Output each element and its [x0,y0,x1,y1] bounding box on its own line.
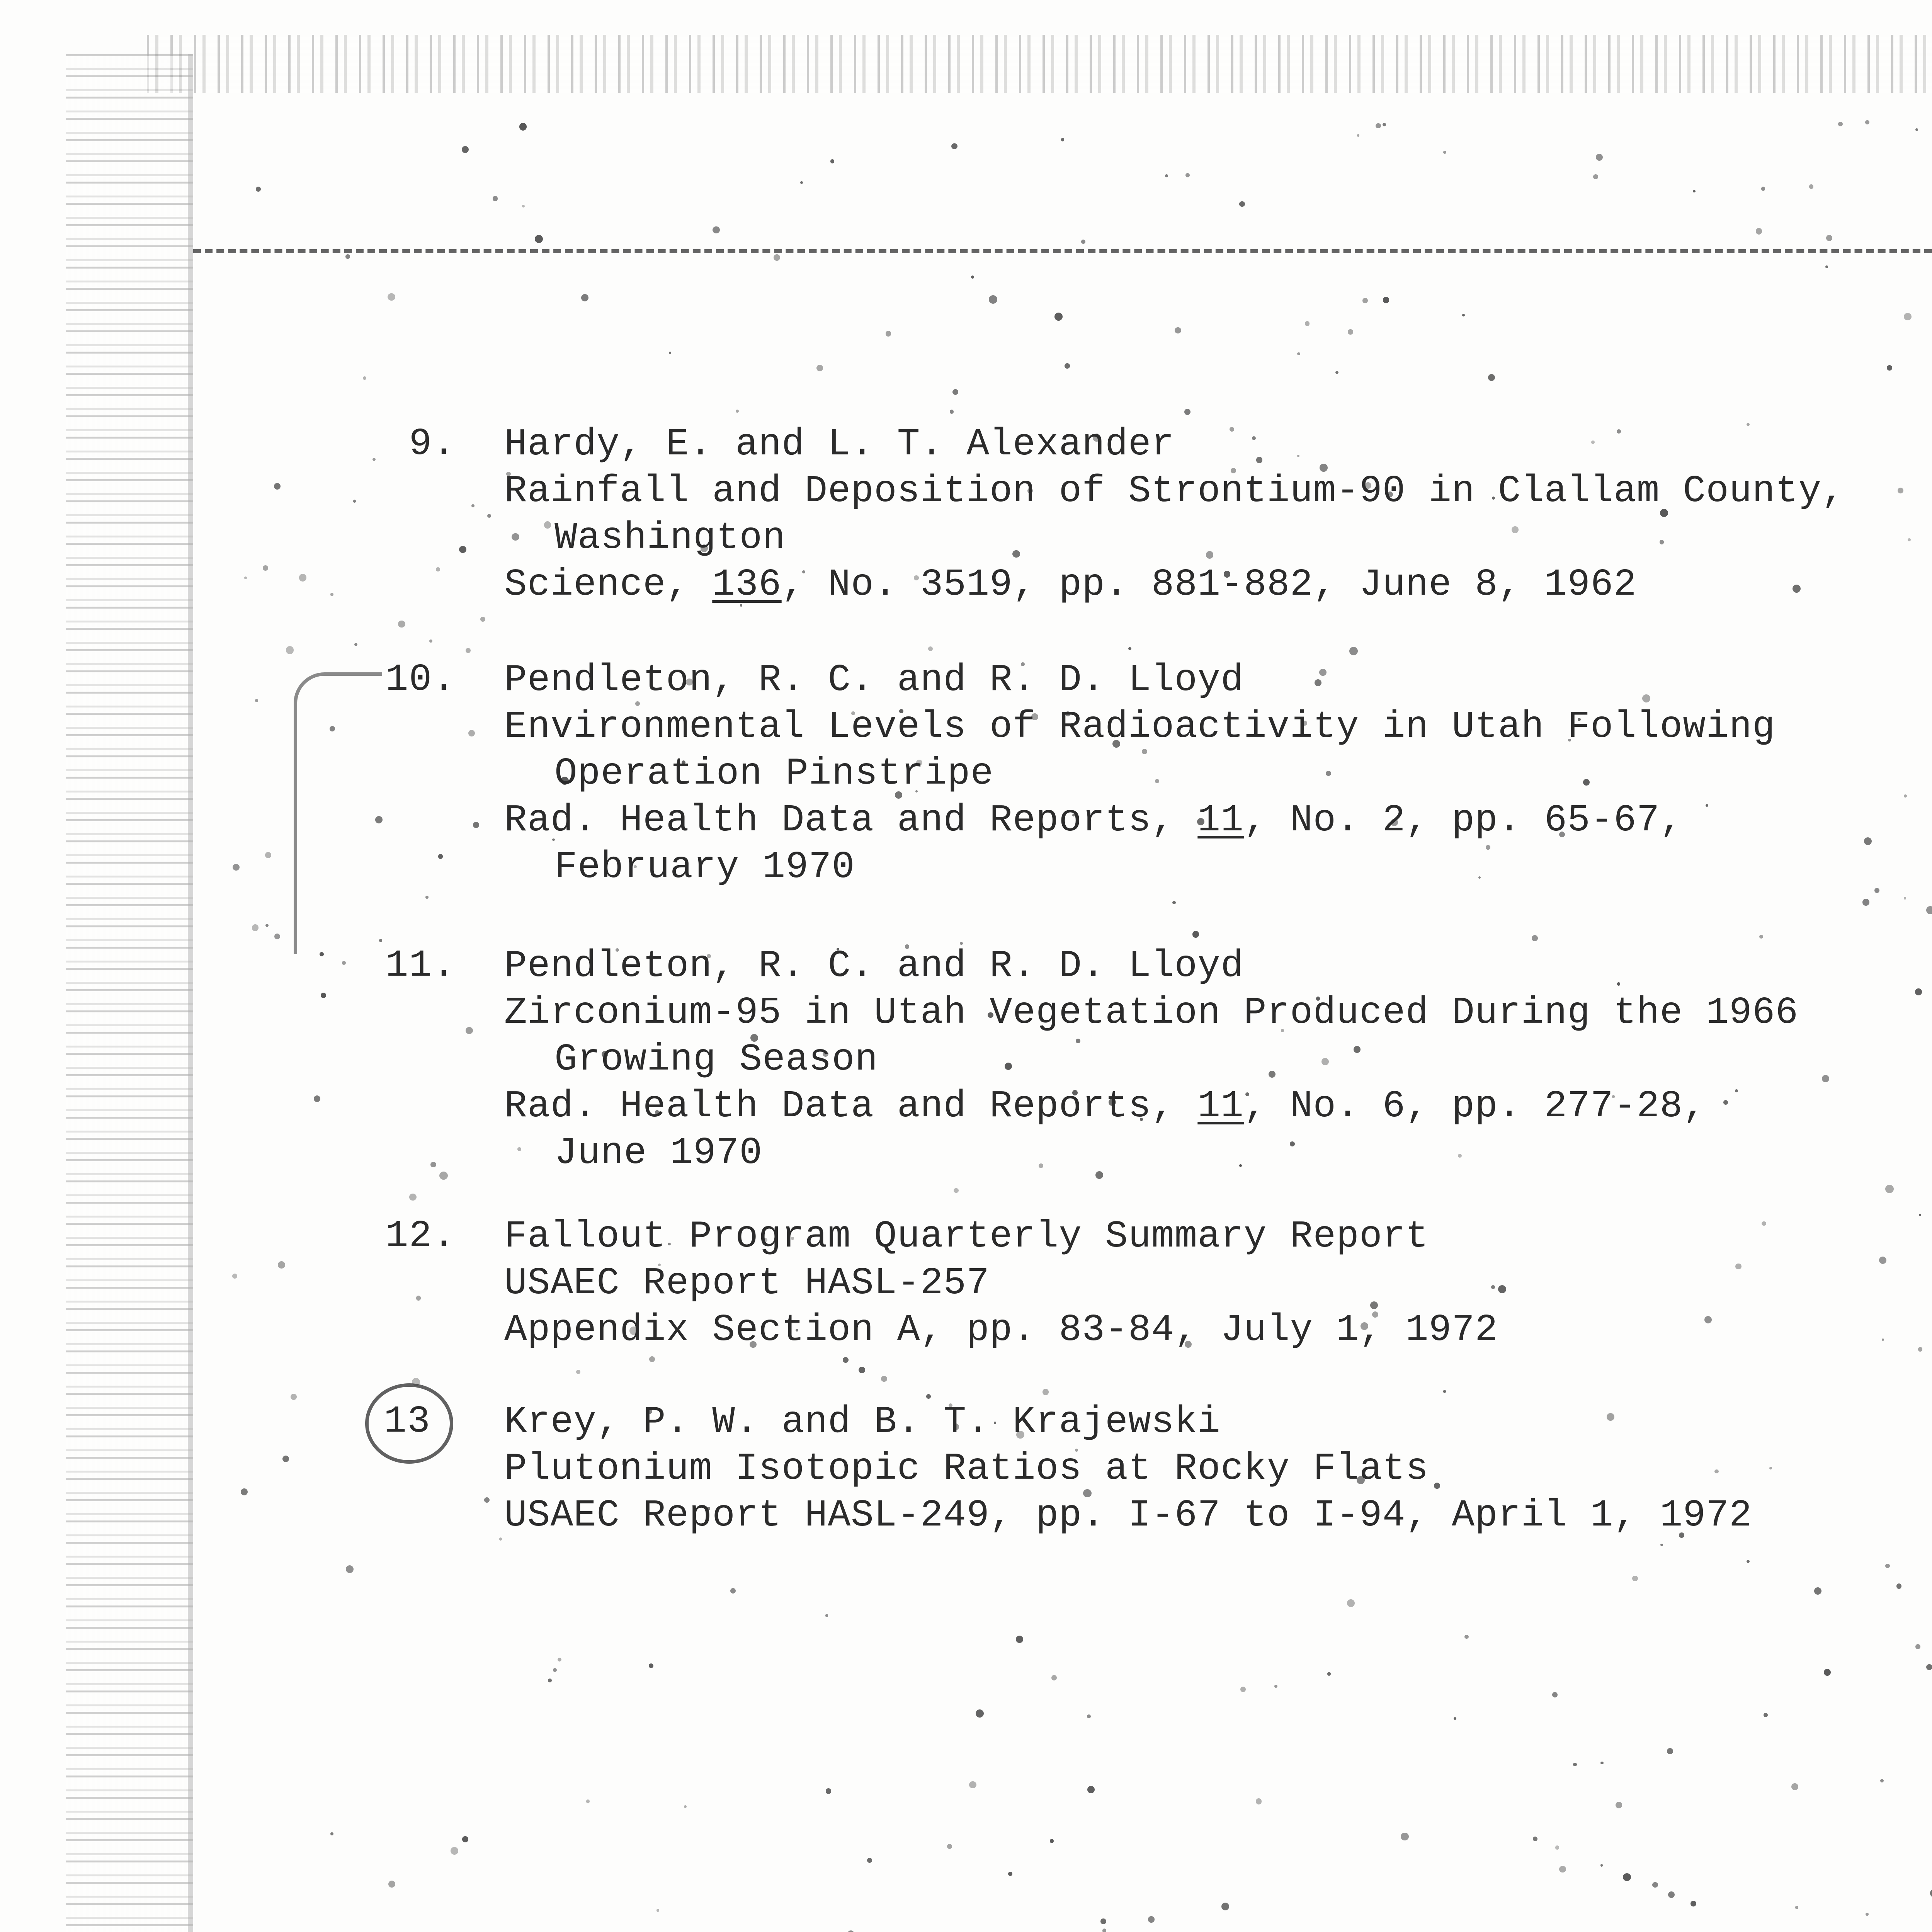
reference-line [504,1307,1932,1354]
scan-speck [548,1679,552,1682]
reference-line [504,1130,1932,1177]
scan-speck [928,646,933,651]
scan-speck [1443,1390,1446,1393]
scan-speck [1667,1748,1673,1754]
scan-speck [586,1799,590,1803]
scan-speck [1192,931,1199,938]
scan-speck [1175,327,1181,333]
scan-speck [867,1858,872,1863]
scan-speck [1297,352,1300,355]
scan-speck [1600,1762,1604,1765]
scan-speck [471,504,474,507]
scan-speck [1880,1779,1884,1782]
scan-speck [1795,1906,1798,1909]
scan-speck [487,514,491,518]
handwritten-bracket-mark [294,672,382,954]
scan-speck [1357,134,1359,136]
scan-speck [774,254,780,261]
scan-speck [1573,1763,1577,1766]
scan-speck [800,181,803,184]
scan-speck [1904,313,1911,320]
scan-speck [256,187,261,192]
scan-speck [1814,1587,1821,1595]
scan-speck [468,730,475,736]
scan-speck [969,1781,976,1788]
scan-speck [1904,897,1906,900]
scan-speck [1915,1644,1921,1650]
scan-speck [263,565,268,571]
scan-speck [519,123,527,130]
reference-text: Growing Season [554,1038,878,1081]
reference-text: USAEC Report HASL-249, pp. I-67 to I-94, April 1, 1972 [504,1494,1752,1537]
scan-speck [1747,1560,1750,1563]
reference-text: Washington [554,517,786,560]
reference-text: Krey, P. W. and B. T. Krajewski [504,1401,1221,1444]
scan-speck [274,934,280,939]
scan-speck [330,593,333,596]
scan-speck [926,1394,931,1399]
reference-line [504,1446,1932,1492]
scan-speck [1008,1872,1012,1876]
scan-speck [1128,647,1131,650]
scan-speck [1761,187,1765,190]
scan-speck [558,1658,561,1662]
scan-speck [412,1378,420,1386]
scan-speck [1488,374,1495,381]
scan-speck [950,410,954,413]
scan-speck [843,1357,849,1363]
reference-line [504,750,1932,797]
scan-speck [409,1194,416,1201]
scan-speck [1087,1786,1095,1793]
reference-line [504,657,1932,704]
scan-speck [321,993,326,998]
scan-speck [1376,123,1381,129]
scan-speck [493,196,498,201]
scan-speck [1756,228,1762,235]
scan-speck [1809,184,1813,189]
volume-number: 11 [1197,1085,1244,1128]
reference-line [504,1260,1932,1307]
scan-speck [466,648,471,653]
scan-speck [1632,1576,1638,1582]
scan-speck [1065,363,1070,368]
scan-speck [265,852,271,858]
scan-speck [1349,647,1358,655]
scan-speck [656,1909,660,1912]
scan-speck [1148,1916,1154,1922]
scan-speck [989,295,997,304]
scan-speck [1926,906,1932,914]
scan-speck [1555,1845,1559,1849]
scan-speck [1533,1837,1537,1841]
reference-line [504,468,1932,515]
scan-speck [826,1788,832,1794]
reference-line [504,844,1932,891]
scan-speck [286,646,294,654]
scan-speck [466,1027,473,1034]
reference-line [504,561,1932,608]
scan-speck [1887,365,1892,371]
scan-speck [1081,240,1085,243]
reference-line [504,1492,1932,1539]
scan-speck [1930,1889,1932,1897]
scan-speck [825,1614,828,1617]
scan-speck [480,617,486,622]
scan-speck [244,577,247,579]
scan-speck [1462,314,1465,316]
reference-number: 11. [385,944,456,987]
scan-speck [1362,298,1368,303]
scan-speck [265,924,269,927]
reference-number: 12. [385,1215,456,1258]
scan-speck [1172,901,1175,904]
scan-speck [713,226,719,233]
scan-speck [346,1565,354,1573]
scan-speck [1865,120,1869,124]
scan-noise-left-margin [66,54,193,1932]
scan-speck [669,352,672,354]
scan-speck [971,276,974,279]
scan-speck [684,1805,687,1808]
scan-speck [881,1376,887,1382]
scan-speck [1824,1669,1831,1676]
scan-speck [1327,1672,1331,1675]
scan-speck [436,567,440,571]
scan-speck [1165,174,1168,177]
reference-text: Rad. Health Data and Reports, [504,1085,1198,1128]
scan-speck [252,924,259,931]
scan-speck [430,1162,436,1167]
scan-speck [1668,1891,1675,1898]
scan-speck [484,1497,490,1503]
scan-speck [1532,935,1538,941]
scan-speck [954,1188,958,1193]
scan-noise-top [147,35,1932,93]
scan-speck [1102,1929,1107,1932]
scan-speck [1239,201,1245,207]
scan-speck [429,639,432,643]
scan-speck [830,159,834,163]
scan-speck [1221,1903,1230,1911]
scan-speck [1051,1675,1057,1680]
scan-speck [1383,297,1389,303]
scan-speck [1885,1185,1894,1193]
scan-speck [473,822,479,828]
reference-line [504,1083,1932,1130]
scan-speck [354,643,357,646]
scan-speck [730,1588,736,1594]
scan-speck [278,1261,285,1269]
reference-text: Rainfall and Deposition of Strontium-90 in Clallam County, [504,470,1845,513]
scan-speck [649,1356,655,1362]
scan-speck [1896,1583,1902,1589]
volume-number: 136 [712,563,782,606]
scan-speck [1100,1918,1106,1924]
scan-speck [1335,371,1338,374]
scan-speck [1454,1717,1456,1720]
scan-speck [499,1537,502,1541]
reference-line [504,1213,1932,1260]
scan-speck [1660,1544,1663,1546]
scan-speck [425,896,429,899]
scan-speck [1061,138,1065,141]
reference-line [504,515,1932,561]
scan-speck [1559,1866,1566,1872]
reference-text: Rad. Health Data and Reports, [504,799,1198,842]
reference-text: Appendix Section A, pp. 83-84, July 1, 1972 [504,1309,1498,1352]
reference-line [504,990,1932,1036]
scan-speck [1915,128,1918,131]
scan-speck [282,1456,289,1462]
header-rule [193,249,1932,253]
scan-speck [330,726,335,731]
reference-text: Fallout Program Quarterly Summary Report [504,1215,1429,1258]
scan-speck [314,1095,320,1102]
reference-text: , No. 2, pp. 65-67, [1243,799,1683,842]
reference-body [504,1213,1932,1354]
scan-speck [232,1274,237,1279]
scan-speck [1305,321,1310,326]
scan-speck [299,574,306,581]
reference-line [504,797,1932,844]
reference-text: Pendleton, R. C. and R. D. Lloyd [504,659,1244,702]
scan-speck [451,1847,458,1855]
scan-speck [1885,1564,1889,1568]
scan-speck [1347,1599,1354,1607]
scan-speck [522,205,525,207]
reference-text: , No. 6, pp. 277-28, [1243,1085,1706,1128]
reference-text: Zirconium-95 in Utah Vegetation Produced During the 1966 [504,992,1799,1034]
scan-speck [398,621,405,628]
reference-number: 10. [385,658,456,701]
reference-text: Plutonium Isotopic Ratios at Rocky Flats [504,1447,1429,1490]
scan-speck [1862,899,1869,905]
scan-speck [1759,935,1763,939]
scan-speck [330,1832,333,1835]
scan-speck [1401,1833,1409,1841]
scan-speck [1464,1635,1468,1639]
reference-body [504,943,1932,1177]
scan-speck [1826,235,1832,241]
scan-speck [736,410,739,413]
scan-speck [1043,1389,1049,1395]
reference-line [504,943,1932,990]
scan-speck [947,1844,952,1849]
scan-speck [1087,1714,1091,1718]
scan-speck [951,143,957,149]
scan-speck [1184,409,1190,415]
scan-speck [459,546,466,553]
scan-speck [1552,1692,1558,1697]
scan-speck [952,389,958,395]
scan-speck [233,864,239,871]
scan-speck [388,1881,395,1888]
scan-speck [1443,151,1446,154]
scan-speck [1016,1636,1023,1643]
scan-speck [1616,1802,1622,1808]
scan-speck [1274,1685,1277,1688]
scan-speck [1600,1864,1603,1867]
reference-text: , No. 3519, pp. 881-882, June 8, 1962 [781,563,1637,606]
scan-speck [416,1296,421,1301]
reference-line [504,1399,1932,1446]
scan-speck [1791,1783,1799,1791]
scan-speck [1866,1913,1869,1916]
scan-speck [1054,313,1063,321]
reference-line [504,704,1932,750]
scan-speck [1348,329,1353,334]
scan-speck [1623,1873,1631,1881]
reference-text: Operation Pinstripe [554,752,994,795]
scan-speck [353,500,356,503]
reference-number: 13 [384,1400,431,1443]
scan-speck [438,854,443,859]
scan-speck [1383,123,1386,126]
reference-line [504,421,1932,468]
reference-text: Science, [504,563,713,606]
scan-speck [1926,1664,1932,1670]
scan-speck [581,294,588,301]
scan-speck [1240,1687,1246,1692]
scan-speck [816,365,823,371]
scan-speck [649,1663,653,1668]
scan-speck [859,1367,865,1373]
reference-text: Environmental Levels of Radioactivity in Utah Following [504,706,1776,748]
scan-speck [1693,190,1695,192]
reference-body [504,657,1932,891]
scan-speck [1050,1839,1054,1843]
reference-body [504,421,1932,608]
reference-body [504,1399,1932,1539]
scan-speck [976,1709,984,1718]
scan-speck [553,1668,557,1672]
scan-speck [1652,1882,1658,1888]
scan-speck [1838,122,1843,127]
scan-speck [1764,1713,1768,1718]
scan-speck [375,816,383,823]
scan-speck [1593,174,1599,180]
reference-text: USAEC Report HASL-257 [504,1262,990,1305]
scan-speck [1256,1798,1262,1804]
scan-speck [363,376,366,380]
reference-text: February 1970 [554,846,855,889]
scan-speck [388,293,395,301]
reference-line [504,1036,1932,1083]
reference-text: June 1970 [554,1132,763,1175]
scan-speck [462,1836,468,1842]
scan-speck [241,1488,248,1495]
scan-speck [274,483,281,490]
scan-speck [1690,1901,1696,1906]
reference-text: Hardy, E. and L. T. Alexander [504,423,1175,466]
scan-speck [576,1370,580,1374]
scan-speck [439,1172,447,1180]
scan-speck [345,254,350,259]
scan-speck [535,235,543,243]
reference-text: Pendleton, R. C. and R. D. Lloyd [504,945,1244,988]
scan-speck [462,146,469,153]
volume-number: 11 [1197,799,1244,842]
scan-speck [847,1930,855,1932]
scan-speck [1185,173,1190,177]
scan-speck [1596,154,1603,161]
reference-number: 9. [409,423,456,466]
scan-speck [886,331,891,336]
scan-speck [1825,265,1828,268]
